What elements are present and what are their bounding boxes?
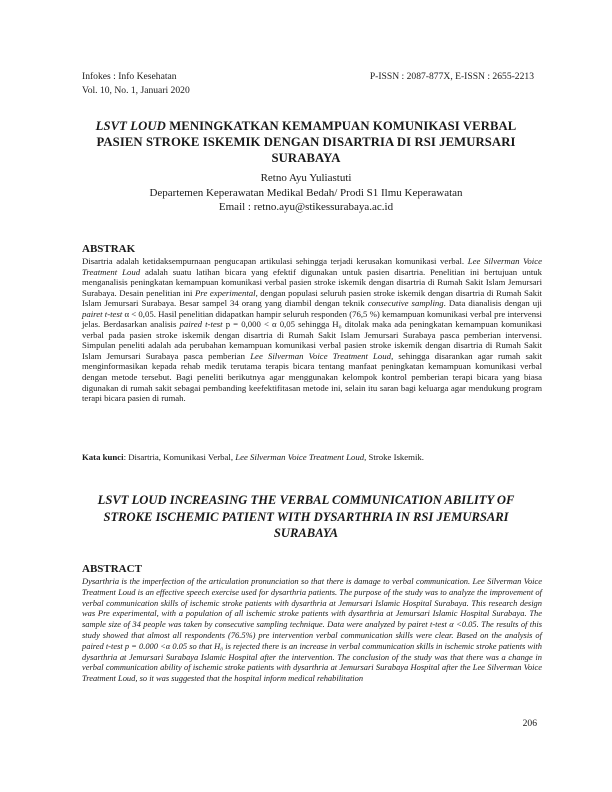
abstrak-text	[82, 256, 542, 404]
author-affiliation: Departemen Keperawatan Medikal Bedah/ Prodi S1 Ilmu Keperawatan	[149, 186, 463, 199]
paper-title-english: LSVT LOUD INCREASING THE VERBAL COMMUNICATION ABILITY OF STROKE ISCHEMIC PATIENT WITH DYSARTHRIA IN RSI JEMURSARI SURABAYA	[97, 493, 515, 540]
volume-info: Vol. 10, No. 1, Januari 2020	[82, 85, 190, 96]
running-header	[82, 70, 534, 98]
abstrak-seg-italic: Lee Silverman Voice Treatment Loud	[82, 256, 542, 277]
abstrak-seg-italic: Pre experimental	[195, 287, 256, 298]
abstrak-seg: , sehingga disarankan agar rumah sakit menginformasikan kepada rehab medik terutama terapis bicara tentang manfaat peningkatan kemampuan komunikasi verbal dengan metode tersebut. Bagi peneliti berikutnya agar menggunakan kelompok kontrol pemberian terapi bicara yang biasa digunakan di rumah sakit sebagai pembanding keefektifitasan metode ini, selain itu saran bagi keluarga agar mendukung program terapi bicara pasien di rumah.	[82, 350, 542, 404]
title-lead: LSVT LOUD	[95, 119, 166, 133]
keywords	[82, 452, 542, 463]
journal-name: Infokes : Info Kesehatan	[82, 71, 177, 82]
abstract-text: Dysarthria is the imperfection of the articulation pronunciation so that there is damage to verbal communication. Lee Silverman Voice Treatment Loud is an effective speech exercise used for dysarthria patients. The purpose of the study was to analyze the improvement of verbal communication skills of ischemic stroke patients with dysarthria at Jemursari Islamic Hospital Surabaya. This research design was Pre experimental, with a population of all ischemic stroke patients with dysarthria at Jemursari Islamic Hospital Surabaya. The sample size of 34 people was taken by consecutive sampling technique. Data were analyzed by pairet t-test α <0.05. The results of this study showed that almost all respondents (76.5%) pre intervention verbal communication skills were clear. Based on the analysis of paired t-test p = 0.000 <α 0.05 so that H₀ is rejected there is an increase in verbal communication skills in ischemic stroke patients with dysarthria at Jemursari Surabaya Islamic Hospital after the intervention. The conclusion of the study was that there was a change in verbal communication ability of ischemic stroke patients with dysarthria at Jemursari Surabaya Hospital after the Lee Silverman Voice Treatment Loud, so it was suggested that the hospital inform medical rehabilitation	[82, 576, 542, 684]
page-number: 206	[522, 718, 537, 729]
author-email: Email : retno.ayu@stikessurabaya.ac.id	[218, 201, 394, 214]
keywords-label: Kata kunci	[82, 452, 124, 462]
abstrak-seg-italic: paired t-test	[179, 319, 223, 330]
title-rest: MENINGKATKAN KEMAMPUAN KOMUNIKASI VERBAL PASIEN STROKE ISKEMIK DENGAN DISARTRIA DI RSI JEMURSARI SURABAYA	[96, 119, 517, 165]
keywords-seg: , Stroke Iskemik.	[364, 452, 424, 462]
abstrak-seg: , dengan populasi seluruh pasien stroke iskemik dengan disartria di Rumah Sakit Islam Jemursari Surabaya. Besar sampel 34 orang yang diambil dengan teknik	[82, 287, 542, 309]
abstrak-seg: p = 0,000 < α 0,05 sehingga H₀ ditolak maka ada peningkatan kemampuan komunikasi verbal pada pasien stroke iskemik dengan disartria di Rumah Sakit Islam Jemursari Surabaya pasca pemberian intervensi. Simpulan peneliti adalah ada perubahan kemampuan komunikasi verbal pasien stroke iskemik dengan disartria di Rumah Sakit Islam Jemursari Surabaya pasca pemberian	[82, 319, 542, 361]
abstrak-seg: adalah suatu latihan bicara yang efektif digunakan untuk pasien disartria. Penelitian ini bertujuan untuk menganalisis peningkatan kemampuan komunikasi verbal pasien stroke iskemik dengan disartria di Rumah Sakit Islam Jemursari Surabaya. Desain penelitian ini	[82, 266, 542, 298]
paper-title-indonesian	[76, 118, 536, 166]
author-block	[76, 171, 536, 215]
abstrak-seg: Disartria adalah ketidaksempurnaan pengucapan artikulasi sehingga terjadi kerusakan komunikasi verbal.	[82, 256, 468, 266]
abstract-heading: ABSTRACT	[82, 563, 142, 575]
keywords-seg: : Disartria, Komunikasi Verbal,	[123, 452, 236, 462]
issn-info: P-ISSN : 2087-877X, E-ISSN : 2655-2213	[369, 71, 534, 82]
keywords-seg-italic: Lee Silverman Voice Treatment Loud	[235, 452, 365, 462]
abstrak-seg-italic: consecutive sampling	[367, 298, 444, 309]
abstrak-seg: α < 0,05. Hasil penelitian didapatkan hampir seluruh responden (76,5 %) kemampuan komunikasi verbal pre intervensi jelas. Berdasarkan analisis	[82, 308, 542, 330]
abstrak-heading: ABSTRAK	[82, 243, 136, 255]
abstrak-seg: . Data dianalisis dengan uji	[443, 298, 542, 309]
abstrak-seg-italic: Lee Silverman Voice Treatment Loud	[250, 350, 392, 361]
author-name: Retno Ayu Yuliastuti	[260, 172, 352, 184]
abstrak-seg-italic: pairet t-test	[82, 308, 123, 319]
